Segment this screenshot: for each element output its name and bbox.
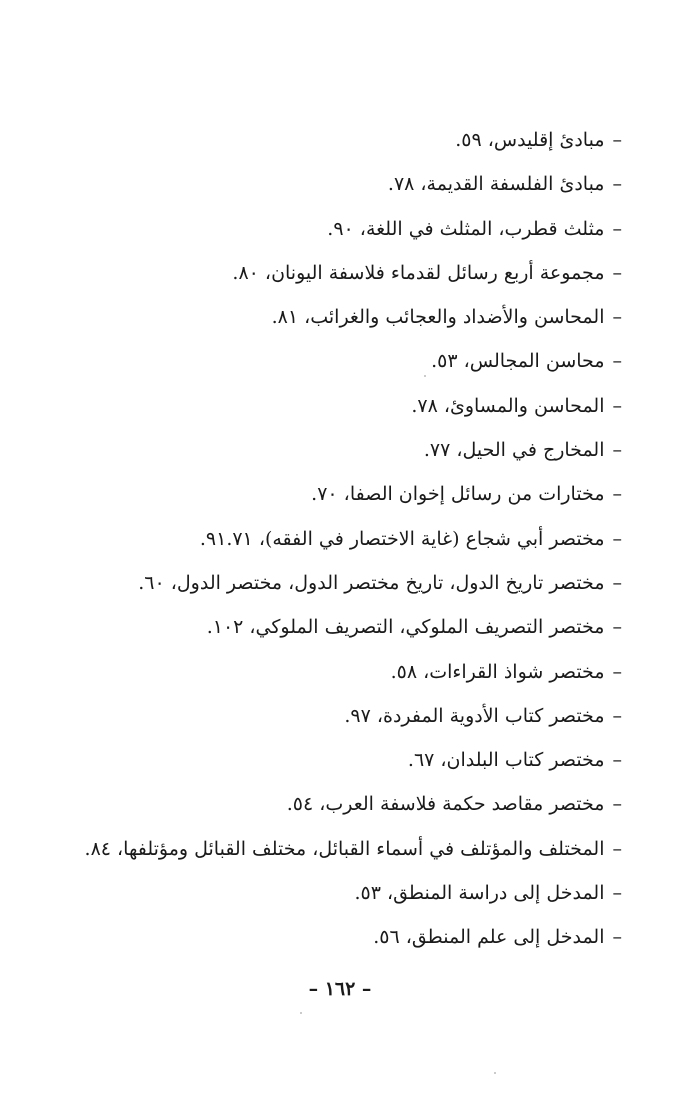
index-entry — [62, 162, 622, 206]
list-dash: – — [612, 394, 622, 417]
list-dash: – — [612, 749, 622, 772]
index-entry-text: مختصر كتاب البلدان، ٦٧. — [407, 749, 605, 772]
page-number: – ١٦٢ – — [308, 978, 372, 1000]
index-entry — [62, 207, 622, 251]
index-entry-text: مبادئ الفلسفة القديمة، ٧٨. — [387, 173, 605, 196]
index-entry-text: المختلف والمؤتلف في أسماء القبائل، مختلف القبائل ومؤتلفها، ٨٤. — [84, 837, 605, 860]
index-entry-text: مختصر شواذ القراءات، ٥٨. — [390, 660, 605, 683]
index-entry-text: مختصر مقاصد حكمة فلاسفة العرب، ٥٤. — [286, 793, 605, 816]
list-dash: – — [612, 129, 622, 151]
index-entry — [62, 694, 622, 738]
list-dash: – — [612, 926, 622, 949]
index-entry — [62, 428, 622, 472]
index-entry-text: المدخل إلى علم المنطق، ٥٦. — [373, 926, 605, 949]
index-entry-text: مثلث قطرب، المثلث في اللغة، ٩٠. — [327, 217, 605, 240]
list-dash: – — [612, 306, 622, 329]
index-entry-text: مختصر التصريف الملوكي، التصريف الملوكي، ١٠٢. — [206, 616, 605, 639]
scan-speck — [494, 1072, 496, 1074]
index-entry-text: مختارات من رسائل إخوان الصفا، ٧٠. — [311, 483, 605, 506]
list-dash: – — [612, 837, 622, 860]
index-entry — [62, 384, 622, 428]
index-entry — [62, 118, 622, 162]
scan-speck — [424, 375, 426, 377]
index-entry — [62, 650, 622, 694]
index-entry — [62, 871, 622, 915]
list-dash: – — [612, 793, 622, 816]
index-entry-list — [62, 118, 622, 960]
index-entry-text: مختصر أبي شجاع (غاية الاختصار في الفقه)، ٩١.٧١. — [199, 527, 605, 550]
list-dash: – — [612, 704, 622, 727]
list-dash: – — [612, 882, 622, 905]
list-dash: – — [612, 571, 622, 594]
index-entry-text: مبادئ إقليدس، ٥٩. — [455, 129, 605, 151]
index-entry — [62, 827, 622, 871]
index-entry-text: المدخل إلى دراسة المنطق، ٥٣. — [354, 882, 605, 905]
index-entry-text: المحاسن والمساوئ، ٧٨. — [411, 394, 605, 417]
list-dash: – — [612, 261, 622, 284]
index-entry — [62, 561, 622, 605]
index-entry — [62, 782, 622, 826]
list-dash: – — [612, 660, 622, 683]
index-entry — [62, 738, 622, 782]
index-entry-text: محاسن المجالس، ٥٣. — [431, 350, 605, 373]
index-entry — [62, 605, 622, 649]
index-entry — [62, 472, 622, 516]
index-entry — [62, 915, 622, 959]
list-dash: – — [612, 217, 622, 240]
index-entry — [62, 251, 622, 295]
list-dash: – — [612, 616, 622, 639]
list-dash: – — [612, 527, 622, 550]
index-entry — [62, 517, 622, 561]
index-entry-text: المحاسن والأضداد والعجائب والغرائب، ٨١. — [271, 306, 605, 329]
list-dash: – — [612, 173, 622, 196]
list-dash: – — [612, 439, 622, 462]
list-dash: – — [612, 350, 622, 373]
index-entry-text: مجموعة أربع رسائل لقدماء فلاسفة اليونان، ٨٠. — [232, 261, 605, 284]
list-dash: – — [612, 483, 622, 506]
index-entry-text: مختصر كتاب الأدوية المفردة، ٩٧. — [344, 704, 605, 727]
index-entry-text: مختصر تاريخ الدول، تاريخ مختصر الدول، مختصر الدول، ٦٠. — [138, 571, 605, 594]
scan-speck — [300, 1012, 302, 1014]
index-entry-text: المخارج في الحيل، ٧٧. — [423, 439, 605, 462]
index-entry — [62, 339, 622, 383]
index-entry — [62, 295, 622, 339]
